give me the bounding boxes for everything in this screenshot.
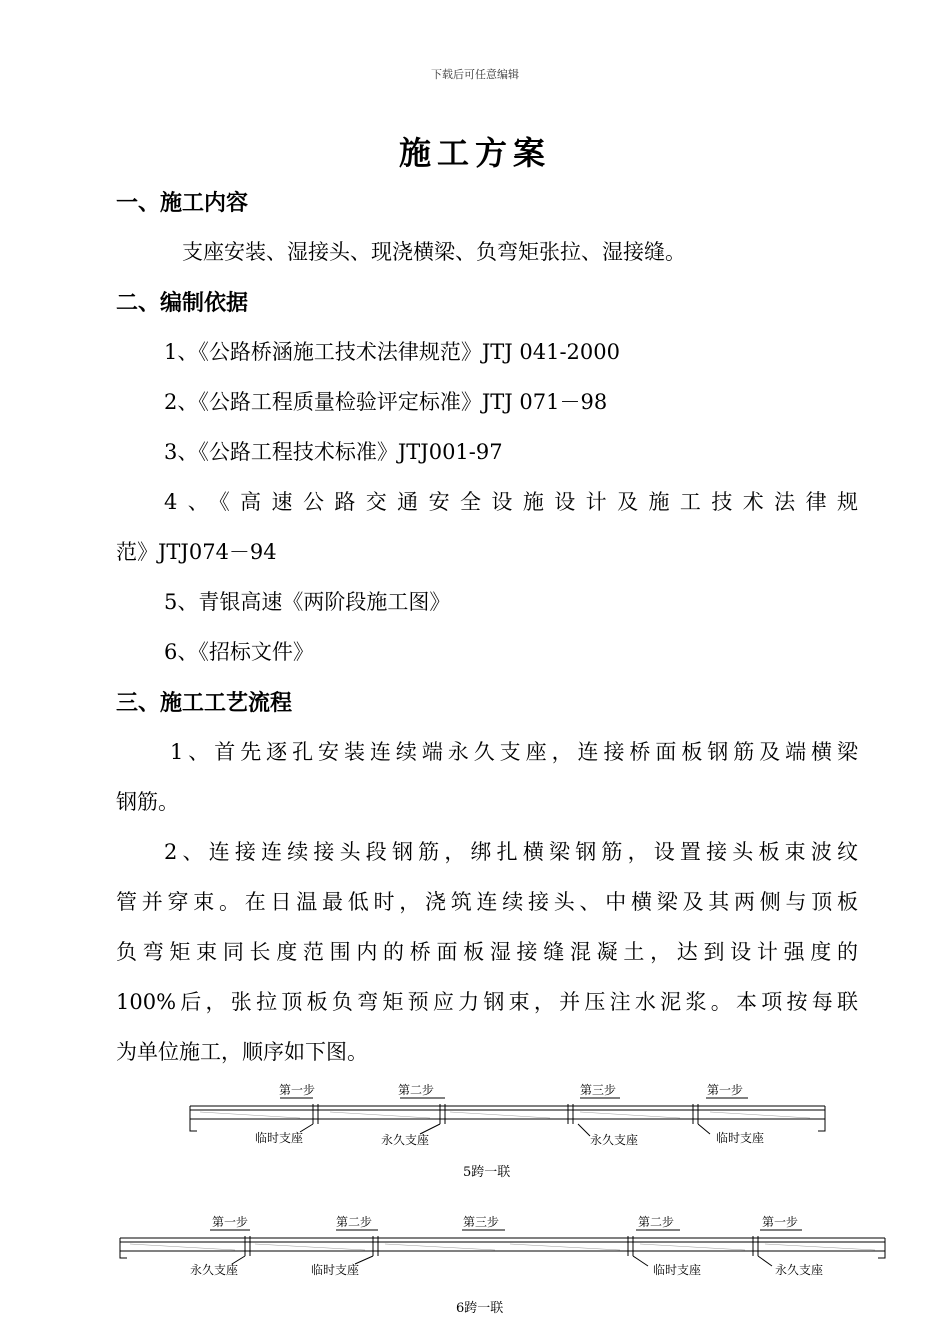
support-label: 永久支座 (590, 1133, 639, 1147)
construction-sequence-diagram-5-span (0, 1076, 950, 1186)
support-label: 临时支座 (653, 1263, 702, 1277)
reference-item-continued: 范》JTJ074－94 (116, 540, 277, 564)
process-paragraph-line: 为单位施工，顺序如下图。 (116, 1040, 368, 1064)
process-paragraph-line: 2、连接连续接头段钢筋，绑扎横梁钢筋，设置接头板束波纹 (164, 840, 858, 864)
construction-sequence-diagram-6-span (0, 1208, 950, 1328)
support-label: 永久支座 (190, 1263, 239, 1277)
step-label: 第一步 (707, 1083, 744, 1097)
step-label: 第二步 (398, 1083, 435, 1097)
support-label: 临时支座 (255, 1131, 304, 1145)
process-paragraph-line: 钢筋。 (116, 790, 179, 814)
reference-item: 2、《公路工程质量检验评定标准》JTJ 071－98 (164, 390, 608, 414)
step-label: 第二步 (638, 1215, 675, 1229)
process-paragraph-line: 管并穿束。在日温最低时，浇筑连续接头、中横梁及其两侧与顶板 (116, 890, 858, 914)
document-title: 施工方案 (398, 134, 551, 172)
process-paragraph-line: 1、首先逐孔安装连续端永久支座，连接桥面板钢筋及端横梁 (170, 740, 858, 764)
diagram-caption: 5跨一联 (463, 1165, 511, 1180)
process-paragraph-line: 负弯矩束同长度范围内的桥面板湿接缝混凝土，达到设计强度的 (116, 940, 858, 964)
support-label: 临时支座 (716, 1131, 765, 1145)
step-label: 第二步 (336, 1215, 373, 1229)
step-label: 第三步 (580, 1083, 617, 1097)
step-label: 第一步 (762, 1215, 799, 1229)
reference-item: 6、《招标文件》 (164, 640, 314, 664)
section-3-heading: 三、施工工艺流程 (116, 690, 293, 716)
support-label: 永久支座 (381, 1133, 430, 1147)
reference-item: 1、《公路桥涵施工技术法律规范》JTJ 041-2000 (164, 340, 621, 364)
reference-item: 4、《高速公路交通安全设施设计及施工技术法律规 (164, 490, 858, 514)
process-paragraph-line: 100%后，张拉顶板负弯矩预应力钢束，并压注水泥浆。本项按每联 (116, 990, 858, 1014)
reference-item: 3、《公路工程技术标准》JTJ001-97 (164, 440, 503, 464)
section-1-heading: 一、施工内容 (116, 190, 249, 216)
reference-item: 5、青银高速《两阶段施工图》 (164, 590, 451, 614)
section-2-heading: 二、编制依据 (116, 290, 249, 316)
page-header: 下载后可任意编辑 (431, 68, 519, 81)
support-label: 临时支座 (311, 1263, 360, 1277)
step-label: 第三步 (463, 1215, 500, 1229)
section-1-text: 支座安装、湿接头、现浇横梁、负弯矩张拉、湿接缝。 (182, 240, 686, 264)
step-label: 第一步 (212, 1215, 249, 1229)
diagram-caption: 6跨一联 (456, 1301, 504, 1316)
step-label: 第一步 (279, 1083, 316, 1097)
support-label: 永久支座 (775, 1263, 824, 1277)
